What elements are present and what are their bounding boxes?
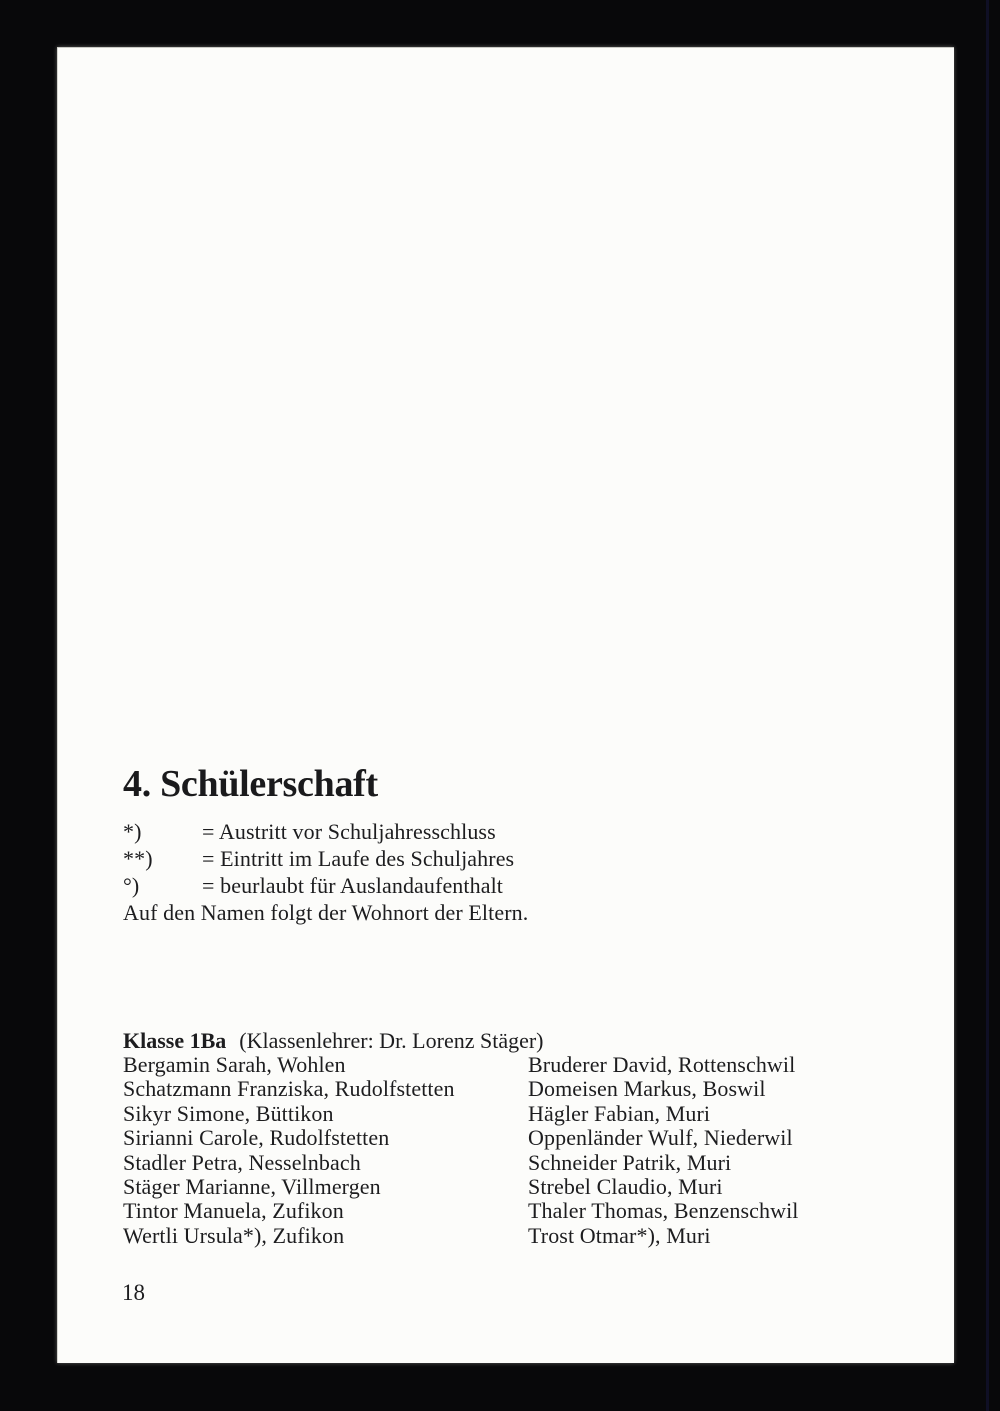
class-label: Klasse 1Ba xyxy=(123,1028,227,1053)
student-entry: Sirianni Carole, Rudolfstetten xyxy=(123,1125,390,1151)
student-entry: Trost Otmar*), Muri xyxy=(528,1222,711,1248)
legend-block xyxy=(123,818,528,926)
student-entry: Hägler Fabian, Muri xyxy=(528,1100,711,1126)
student-entry: Oppenländer Wulf, Niederwil xyxy=(528,1125,793,1151)
section-title: 4. Schülerschaft xyxy=(123,763,378,805)
student-entry: Schneider Patrik, Muri xyxy=(528,1149,732,1175)
legend-text: = Eintritt im Laufe des Schuljahres xyxy=(202,846,515,871)
legend-row xyxy=(123,845,528,872)
legend-symbol: **) xyxy=(123,846,153,871)
legend-entries xyxy=(123,818,528,899)
student-entry: Tintor Manuela, Zufikon xyxy=(123,1198,344,1224)
legend-symbol: *) xyxy=(123,819,142,844)
student-entry: Bruderer David, Rottenschwil xyxy=(528,1052,796,1077)
student-list-right xyxy=(528,1053,799,1248)
student-entry: Thaler Thomas, Benzenschwil xyxy=(528,1198,799,1224)
student-entry: Strebel Claudio, Muri xyxy=(528,1174,723,1200)
student-entry: Schatzmann Franziska, Rudolfstetten xyxy=(123,1076,455,1102)
student-entry: Sikyr Simone, Büttikon xyxy=(123,1100,334,1126)
legend-row xyxy=(123,872,528,899)
legend-text: = Austritt vor Schuljahresschluss xyxy=(202,819,496,844)
scan-artifact-line xyxy=(986,0,989,1411)
student-list-left xyxy=(123,1053,455,1248)
legend-note: Auf den Namen folgt der Wohnort der Eltern. xyxy=(123,900,529,925)
teacher-label: (Klassenlehrer: Dr. Lorenz Stäger) xyxy=(239,1028,544,1053)
student-entry: Stadler Petra, Nesselnbach xyxy=(123,1149,361,1175)
class-header xyxy=(123,1027,544,1054)
document-page xyxy=(57,47,954,1363)
page-number: 18 xyxy=(122,1280,145,1305)
student-entry: Domeisen Markus, Boswil xyxy=(528,1076,766,1102)
legend-symbol: °) xyxy=(123,873,140,898)
legend-text: = beurlaubt für Auslandaufenthalt xyxy=(202,873,504,898)
student-entry: Bergamin Sarah, Wohlen xyxy=(123,1052,346,1077)
student-entry: Wertli Ursula*), Zufikon xyxy=(123,1222,345,1248)
legend-row xyxy=(123,818,528,845)
student-entry: Stäger Marianne, Villmergen xyxy=(123,1174,381,1200)
